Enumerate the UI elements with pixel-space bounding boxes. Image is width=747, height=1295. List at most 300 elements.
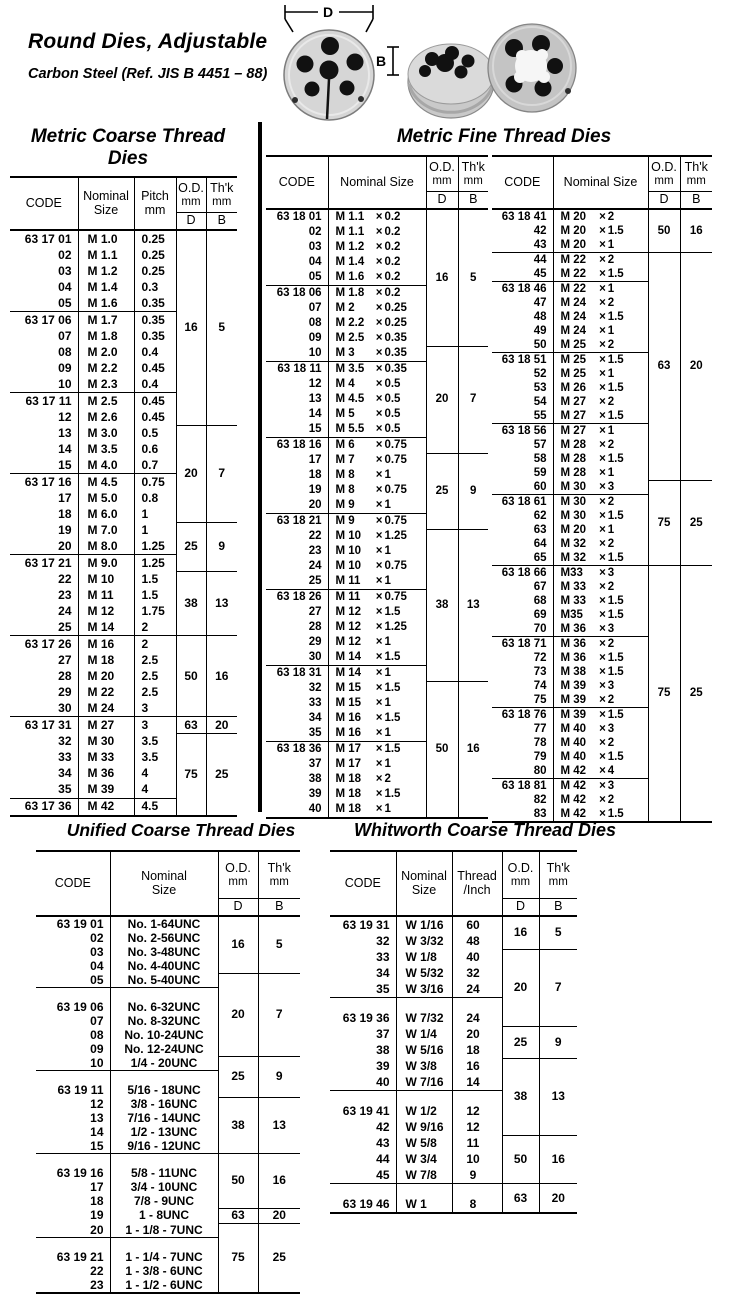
cell-pitch: 2 — [134, 619, 176, 636]
nominal-size-value — [329, 758, 426, 770]
col-header-d: D — [426, 192, 458, 210]
cell-pitch: 2.5 — [134, 684, 176, 700]
cell-thk: 5 — [458, 209, 488, 346]
cell-code: 79 — [492, 750, 553, 764]
nominal-size-value — [329, 545, 426, 557]
cell-nominal: M 22 — [78, 684, 134, 700]
thread-size: M 2 — [335, 302, 355, 315]
cell-pitch: 0.45 — [134, 393, 176, 410]
cell-code: 23 — [266, 544, 328, 559]
times-sign: × — [599, 238, 606, 251]
cell-code: 37 — [330, 1026, 396, 1042]
cell-nominal — [553, 594, 648, 608]
cell-thk: 25 — [258, 1223, 300, 1293]
nominal-size-value — [329, 271, 426, 283]
thread-pitch: 1.5 — [607, 224, 624, 237]
thread-pitch: 0.2 — [384, 211, 401, 224]
cell-nominal — [328, 270, 426, 286]
thread-pitch: 0.2 — [384, 256, 401, 269]
thread-pitch: 1.5 — [607, 353, 624, 366]
times-sign: × — [599, 338, 606, 351]
cell-code: 29 — [266, 635, 328, 650]
thread-pitch: 1.5 — [607, 708, 624, 721]
cell-pitch: 0.7 — [134, 457, 176, 474]
thread-size: M 16 — [335, 727, 362, 740]
times-sign: × — [375, 606, 383, 619]
times-sign: × — [375, 560, 383, 573]
table-row — [492, 253, 712, 268]
cell-code: 63 17 11 — [10, 393, 78, 410]
cell-nominal — [553, 209, 648, 224]
nominal-size-value — [329, 530, 426, 542]
cell-nominal: 3/8 - 16UNC — [110, 1097, 218, 1111]
cell-od: 38 — [502, 1058, 539, 1135]
cell-thk: 9 — [458, 453, 488, 529]
times-sign: × — [599, 438, 606, 451]
cell-nominal — [553, 296, 648, 310]
times-sign: × — [599, 310, 606, 323]
cell-nominal: M 2.6 — [78, 409, 134, 425]
cell-nominal — [553, 608, 648, 622]
cell-code: 63 — [492, 523, 553, 537]
cell-nominal: W 7/8 — [396, 1167, 452, 1184]
thread-pitch: 0.75 — [384, 591, 407, 604]
cell-nominal — [328, 666, 426, 682]
col-header-od: O.D. mm — [176, 177, 206, 213]
thread-pitch: 1 — [607, 523, 615, 536]
times-sign: × — [599, 608, 606, 621]
cell-code: 38 — [266, 772, 328, 787]
thread-pitch: 4 — [607, 764, 615, 777]
cell-pitch: 0.45 — [134, 360, 176, 376]
table-row — [10, 717, 237, 734]
nominal-size-value — [554, 567, 648, 579]
thread-size: M 10 — [335, 545, 362, 558]
cell-pitch: 1 — [134, 522, 176, 538]
cell-code: 43 — [330, 1135, 396, 1151]
thread-pitch: 1.5 — [607, 594, 624, 607]
cell-code: 33 — [330, 949, 396, 965]
metric-fine-halves — [266, 155, 742, 823]
cell-code: 38 — [330, 1042, 396, 1058]
thread-size: M 24 — [560, 310, 587, 323]
thread-size: M 39 — [560, 708, 587, 721]
cell-code: 18 — [10, 506, 78, 522]
nominal-size-value — [554, 538, 648, 550]
thread-pitch: 1 — [384, 727, 391, 740]
cell-nominal — [553, 224, 648, 238]
times-sign: × — [599, 409, 606, 422]
thread-size: M 20 — [560, 523, 587, 536]
cell-nominal: 7/16 - 14UNC — [110, 1111, 218, 1125]
cell-nominal — [328, 742, 426, 758]
cell-code: 08 — [10, 344, 78, 360]
cell-pitch: 0.25 — [134, 230, 176, 247]
cell-nominal — [553, 367, 648, 381]
times-sign: × — [375, 758, 383, 771]
thread-pitch: 1 — [384, 803, 391, 816]
times-sign: × — [599, 693, 606, 706]
nominal-size-value — [554, 467, 648, 479]
cell-code: 02 — [36, 931, 110, 945]
thread-pitch: 1 — [384, 469, 391, 482]
cell-code: 44 — [492, 253, 553, 268]
times-sign: × — [599, 367, 606, 380]
cell-thk: 20 — [539, 1184, 577, 1214]
thread-size: M 32 — [560, 537, 587, 550]
cell-thread: 20 — [452, 1026, 502, 1042]
table-row — [36, 973, 300, 988]
nominal-size-value — [329, 363, 426, 375]
thread-size: M 18 — [335, 788, 362, 801]
cell-pitch: 0.3 — [134, 279, 176, 295]
cell-nominal — [328, 787, 426, 802]
cell-code: 63 18 26 — [266, 590, 328, 606]
cell-code: 18 — [266, 468, 328, 483]
cell-code: 39 — [266, 787, 328, 802]
thread-pitch: 2 — [607, 438, 615, 451]
metric-fine-left-table-mount — [266, 155, 488, 819]
col-header-d: D — [502, 899, 539, 917]
times-sign: × — [375, 773, 383, 786]
cell-od: 38 — [426, 529, 458, 681]
cell-code: 07 — [10, 328, 78, 344]
nominal-size-value — [554, 382, 648, 394]
thread-pitch: 2 — [607, 693, 615, 706]
cell-nominal — [328, 650, 426, 666]
cell-code: 70 — [492, 622, 553, 637]
times-sign: × — [375, 621, 383, 634]
cell-code: 24 — [10, 603, 78, 619]
nominal-size-value — [329, 241, 426, 253]
cell-code: 15 — [266, 422, 328, 438]
cell-od: 25 — [502, 1026, 539, 1058]
thread-pitch: 1.5 — [384, 682, 401, 695]
cell-nominal: M 4.0 — [78, 457, 134, 474]
thread-pitch: 3 — [607, 480, 615, 493]
nominal-size-value — [329, 256, 426, 268]
thread-size: M 28 — [560, 466, 587, 479]
nominal-size-value — [554, 737, 648, 749]
thread-pitch: 1.5 — [607, 551, 624, 564]
times-sign: × — [375, 803, 383, 816]
nominal-size-value — [329, 439, 426, 451]
thread-pitch: 0.35 — [384, 347, 407, 360]
nominal-size-value — [554, 211, 648, 223]
cell-thk: 5 — [258, 916, 300, 973]
cell-nominal: W 3/16 — [396, 981, 452, 998]
times-sign: × — [375, 408, 383, 421]
cell-code: 05 — [36, 973, 110, 988]
times-sign: × — [375, 302, 383, 315]
cell-code: 23 — [36, 1278, 110, 1293]
cell-nominal — [553, 409, 648, 424]
cell-nominal: M 42 — [78, 798, 134, 816]
thread-pitch: 1.5 — [607, 807, 624, 820]
thread-size: M 3 — [335, 347, 355, 360]
col-header-thk: Th'k mm — [258, 851, 300, 899]
t-mfl-table — [266, 155, 488, 819]
cell-nominal — [328, 316, 426, 331]
cell-nominal: No. 3-48UNC — [110, 945, 218, 959]
thread-pitch: 1 — [384, 636, 391, 649]
table-row — [10, 636, 237, 653]
times-sign: × — [599, 566, 606, 579]
thread-pitch: 1.5 — [607, 665, 624, 678]
cell-nominal — [553, 537, 648, 551]
cell-nominal — [553, 523, 648, 537]
nominal-size-value — [554, 524, 648, 536]
thread-size: M 7 — [335, 454, 355, 467]
thread-size: M 8 — [335, 484, 355, 497]
cell-thread: 12 — [452, 1091, 502, 1120]
col-header-od: O.D. mm — [218, 851, 258, 899]
nominal-size-value — [554, 623, 648, 635]
cell-pitch: 4.5 — [134, 798, 176, 816]
thread-pitch: 1 — [607, 424, 615, 437]
cell-od: 50 — [648, 209, 680, 253]
cell-code: 03 — [36, 945, 110, 959]
cell-code: 10 — [36, 1056, 110, 1071]
cell-code: 42 — [330, 1119, 396, 1135]
cell-code: 14 — [10, 441, 78, 457]
cell-od: 25 — [176, 522, 206, 571]
table-row — [266, 681, 488, 696]
thread-pitch: 1.5 — [607, 267, 624, 280]
thread-size: M 26 — [560, 381, 587, 394]
cell-code: 59 — [492, 466, 553, 480]
cell-code: 63 19 31 — [330, 916, 396, 933]
thread-size: M 16 — [335, 712, 362, 725]
cell-nominal: W 7/16 — [396, 1074, 452, 1091]
times-sign: × — [599, 282, 606, 295]
cell-od: 38 — [218, 1097, 258, 1154]
cell-nominal — [553, 551, 648, 566]
thread-size: M 42 — [560, 779, 587, 792]
cell-nominal — [553, 509, 648, 523]
nominal-size-value — [554, 751, 648, 763]
cell-nominal — [553, 708, 648, 723]
cell-code: 63 19 06 — [36, 988, 110, 1015]
cell-nominal — [553, 566, 648, 581]
thread-size: M35 — [560, 608, 583, 621]
cell-code: 19 — [266, 483, 328, 498]
cell-code: 32 — [10, 734, 78, 750]
cell-pitch: 0.25 — [134, 263, 176, 279]
dies-photo — [272, 2, 577, 124]
col-header-od: O.D. mm — [426, 156, 458, 192]
nominal-size-value — [554, 638, 648, 650]
cell-pitch: 1.5 — [134, 571, 176, 587]
cell-nominal: M 2.0 — [78, 344, 134, 360]
cell-nominal — [328, 453, 426, 468]
cell-nominal: M 3.5 — [78, 441, 134, 457]
cell-nominal — [553, 793, 648, 807]
nominal-size-value — [554, 765, 648, 777]
cell-nominal — [553, 238, 648, 253]
table-row — [10, 522, 237, 538]
cell-code: 04 — [266, 255, 328, 270]
cell-code: 05 — [266, 270, 328, 286]
thread-size: M 1.1 — [335, 226, 365, 239]
cell-nominal: W 1 — [396, 1184, 452, 1214]
thread-pitch: 1.5 — [607, 409, 624, 422]
nominal-size-value — [329, 697, 426, 709]
cell-nominal: 9/16 - 12UNC — [110, 1139, 218, 1154]
thread-size: M 10 — [335, 530, 362, 543]
nominal-size-value — [554, 297, 648, 309]
nominal-size-value — [329, 606, 426, 618]
cell-nominal: M 1.2 — [78, 263, 134, 279]
cell-nominal — [553, 679, 648, 693]
thread-pitch: 0.2 — [384, 287, 401, 300]
cell-nominal — [328, 483, 426, 498]
thread-size: M 14 — [335, 667, 362, 680]
thread-size: M 22 — [560, 253, 587, 266]
thread-size: M 15 — [335, 682, 362, 695]
cell-nominal: W 5/32 — [396, 965, 452, 981]
thread-size: M 2.5 — [335, 332, 365, 345]
cell-od: 20 — [426, 346, 458, 453]
thread-size: M 20 — [560, 210, 587, 223]
nominal-size-value — [329, 651, 426, 663]
dimension-d-label: D — [322, 4, 334, 20]
cell-pitch: 0.25 — [134, 247, 176, 263]
cell-code: 63 17 01 — [10, 230, 78, 247]
thread-size: M 36 — [560, 651, 587, 664]
thread-size: M 22 — [560, 267, 587, 280]
cell-nominal — [553, 452, 648, 466]
thread-pitch: 0.25 — [384, 302, 407, 315]
thread-pitch: 2 — [607, 210, 615, 223]
cell-pitch: 2.5 — [134, 668, 176, 684]
times-sign: × — [599, 267, 606, 280]
table-row — [10, 571, 237, 587]
cell-code: 40 — [330, 1074, 396, 1091]
table-row — [266, 529, 488, 544]
cell-code: 32 — [266, 681, 328, 696]
cell-nominal: W 3/4 — [396, 1151, 452, 1167]
cell-thk: 20 — [206, 717, 237, 734]
thread-pitch: 2 — [607, 537, 615, 550]
cell-code: 37 — [266, 757, 328, 772]
thread-pitch: 2 — [607, 736, 615, 749]
nominal-size-value — [554, 496, 648, 508]
nominal-size-value — [329, 621, 426, 633]
cell-pitch: 0.75 — [134, 474, 176, 491]
cell-od: 75 — [648, 480, 680, 566]
cell-code: 78 — [492, 736, 553, 750]
thread-size: M33 — [560, 566, 583, 579]
cell-code: 63 18 81 — [492, 779, 553, 794]
cell-nominal — [328, 498, 426, 514]
thread-pitch: 1.5 — [607, 381, 624, 394]
cell-code: 63 17 16 — [10, 474, 78, 491]
cell-code: 17 — [266, 453, 328, 468]
thread-size: M 27 — [560, 395, 587, 408]
cell-code: 33 — [10, 750, 78, 766]
cell-nominal — [328, 757, 426, 772]
cell-code: 03 — [266, 240, 328, 255]
cell-code: 63 17 26 — [10, 636, 78, 653]
cell-thk: 7 — [206, 425, 237, 522]
col-header-b: B — [539, 899, 577, 917]
cell-code: 02 — [10, 247, 78, 263]
cell-nominal: M 1.7 — [78, 312, 134, 329]
cell-code: 20 — [10, 538, 78, 555]
cell-thk: 9 — [539, 1026, 577, 1058]
thread-pitch: 0.35 — [384, 363, 407, 376]
nominal-size-value — [329, 743, 426, 755]
cell-nominal — [553, 580, 648, 594]
cell-nominal — [553, 338, 648, 353]
cell-nominal — [328, 802, 426, 818]
title-block — [28, 30, 267, 82]
cell-code: 63 18 16 — [266, 438, 328, 454]
dimension-b-label: B — [375, 53, 387, 69]
cell-code: 32 — [330, 933, 396, 949]
thread-size: M 11 — [335, 575, 361, 588]
times-sign: × — [599, 551, 606, 564]
times-sign: × — [375, 591, 383, 604]
metric-fine-right-table-mount — [492, 155, 712, 823]
cell-nominal — [553, 750, 648, 764]
thread-pitch: 1 — [384, 758, 391, 771]
cell-code: 40 — [266, 802, 328, 818]
cell-thread: 16 — [452, 1058, 502, 1074]
cell-nominal: W 1/4 — [396, 1026, 452, 1042]
cell-thread: 9 — [452, 1167, 502, 1184]
thread-pitch: 0.2 — [384, 271, 401, 284]
cell-code: 49 — [492, 324, 553, 338]
thread-size: M 24 — [560, 324, 587, 337]
cell-od: 50 — [502, 1135, 539, 1184]
cell-nominal: W 1/16 — [396, 916, 452, 933]
cell-code: 33 — [266, 696, 328, 711]
table-row — [266, 209, 488, 225]
thread-pitch: 1 — [384, 499, 391, 512]
cell-thk: 5 — [539, 916, 577, 949]
cell-nominal — [553, 424, 648, 439]
cell-code: 63 17 06 — [10, 312, 78, 329]
cell-code: 12 — [266, 377, 328, 392]
thread-pitch: 0.5 — [384, 408, 401, 421]
nominal-size-value — [329, 378, 426, 390]
thread-size: M 5 — [335, 408, 355, 421]
cell-code: 62 — [492, 509, 553, 523]
cell-nominal — [553, 480, 648, 495]
thread-pitch: 2 — [607, 637, 615, 650]
times-sign: × — [375, 667, 383, 680]
times-sign: × — [375, 515, 383, 528]
cell-pitch: 1 — [134, 506, 176, 522]
thread-size: M 38 — [560, 665, 587, 678]
cell-nominal — [553, 495, 648, 510]
cell-code: 34 — [330, 965, 396, 981]
cell-nominal — [328, 514, 426, 530]
nominal-size-value — [329, 393, 426, 405]
cell-code: 63 19 21 — [36, 1238, 110, 1265]
thread-size: M 24 — [560, 296, 587, 309]
cell-nominal — [553, 722, 648, 736]
cell-nominal: 1 - 8UNC — [110, 1208, 218, 1223]
cell-thk: 16 — [258, 1154, 300, 1209]
times-sign: × — [599, 580, 606, 593]
nominal-size-value — [554, 595, 648, 607]
cell-code: 05 — [10, 295, 78, 312]
cell-od: 75 — [648, 566, 680, 823]
thread-pitch: 1.5 — [384, 651, 401, 664]
